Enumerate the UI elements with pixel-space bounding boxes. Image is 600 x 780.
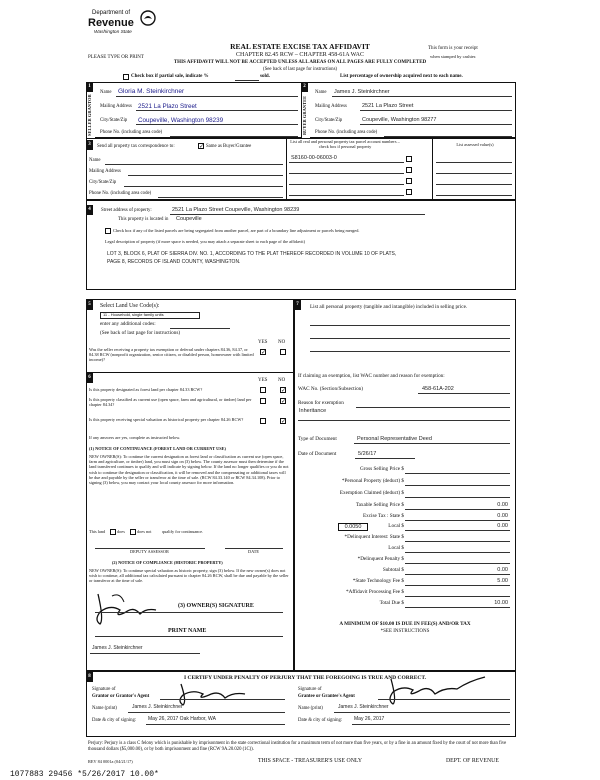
exemption-deduct-label: Exemption Claimed (deduct) $ — [339, 490, 404, 496]
street-address-label: Street address of property: — [101, 208, 152, 213]
owner-printed-name: James J. Steinkirchner — [92, 645, 143, 651]
this-land-label: This land — [89, 529, 106, 534]
send-correspondence-label: Send all property tax correspondence to: — [97, 144, 175, 149]
personal-property-checkbox-3[interactable] — [406, 178, 412, 184]
buyer-name: James J. Steinkirchner — [334, 89, 390, 95]
subtotal-value: 0.00 — [497, 567, 508, 573]
owner-signature — [90, 590, 170, 626]
washington-seal-icon — [140, 10, 156, 26]
s3-mailing-label: Mailing Address — [89, 169, 121, 174]
excise-state-value: 0.00 — [497, 513, 508, 519]
wac-number: 458-61A-202 — [422, 386, 454, 392]
section-2-number: 2 — [301, 82, 308, 92]
form-subtitle: CHAPTER 82.45 RCW – CHAPTER 458-61A WAC — [236, 52, 364, 58]
tech-fee-label: *State Technology Fee $ — [352, 578, 404, 584]
doc-type-label: Type of Document — [298, 436, 337, 442]
parcel-number-1: S8160-00-06003-0 — [291, 155, 337, 161]
grantor-agent-label: Grantor or Grantor's Agent — [92, 694, 150, 699]
percentage-note: List percentage of ownership acquired next to each name. — [340, 74, 463, 79]
grantor-signature — [175, 680, 255, 706]
grantee-agent-label: Grantee or Grantee's Agent — [298, 694, 355, 699]
exemption-claim-label: If claiming an exemption, list WAC number and reason for exemption: — [298, 373, 445, 379]
print-name-label: PRINT NAME — [168, 628, 207, 634]
current-use-question: Is this property classified as current use (open space, farm and agricultural, or timber) land per chapter 84.34? — [89, 397, 252, 407]
logo-dept-name: Revenue — [88, 17, 134, 29]
s3-phone-label: Phone No. (including area code) — [89, 191, 152, 196]
forest-yes-checkbox[interactable] — [260, 387, 266, 393]
buyer-mailing: 2521 La Plazo Street — [362, 103, 414, 109]
grantee-date-label: Date & city of signing: — [298, 718, 343, 723]
doc-type: Personal Representative Deed — [357, 436, 432, 442]
form-see-back: (See back of last page for instructions) — [262, 67, 338, 72]
grantor-date-label: Date & city of signing: — [92, 718, 137, 723]
partial-sale-label: Check box if partial sale, indicate % — [131, 74, 209, 79]
seller-mailing-label: Mailing Address — [100, 104, 132, 109]
print-note: PLEASE TYPE OR PRINT — [88, 55, 144, 60]
legal-description-line-2: PAGE 8, RECORDS OF ISLAND COUNTY, WASHINGTON. — [107, 259, 241, 265]
land-use-see-back: (See back of last page for instructions) — [100, 330, 181, 336]
located-in: Coupeville — [176, 216, 202, 222]
gross-price-label: Gross Selling Price $ — [360, 466, 404, 472]
personal-deduct-label: *Personal Property (deduct) $ — [341, 478, 404, 484]
total-due-value: 10.00 — [494, 600, 508, 606]
delinquent-interest-label: *Delinquent Interest: State $ — [344, 534, 404, 540]
tech-fee-value: 5.00 — [497, 578, 508, 584]
grantor-name-label: Name (print) — [92, 706, 117, 711]
partial-sale-sold: sold. — [260, 74, 270, 79]
exemption-no-checkbox[interactable] — [280, 349, 286, 355]
land-use-value: 11 - Household, single family units — [100, 312, 200, 319]
same-as-buyer-label: Same as Buyer/Grantee — [206, 144, 252, 149]
seller-name-label: Name — [100, 90, 112, 95]
notice-2-title: (2) NOTICE OF COMPLIANCE (HISTORIC PROPERTY) — [112, 560, 223, 565]
grantor-date-city: May 26, 2017 Oak Harbor, WA — [148, 716, 216, 722]
section-7-number: 7 — [294, 300, 301, 310]
seller-phone-label: Phone No. (including area code) — [100, 130, 163, 135]
grantee-date-city: May 26, 2017 — [354, 716, 385, 722]
parcel-header: List all real and personal property tax parcel account numbers – check box if personal property — [290, 139, 400, 149]
does-checkbox[interactable] — [110, 529, 116, 535]
does-not-label: does not — [137, 529, 152, 534]
s3-name-label: Name — [89, 158, 101, 163]
delinquent-local-label: Local $ — [388, 545, 404, 551]
section-5-number: 5 — [86, 300, 93, 310]
s5-no-header: NO — [278, 340, 286, 345]
section-1-number: 1 — [86, 82, 93, 92]
grantee-printed-name: James J. Steinkirchner — [338, 704, 389, 710]
s6-instructions: If any answers are yes, complete as instructed below. — [89, 435, 181, 440]
treasurer-use: THIS SPACE - TREASURER'S USE ONLY — [258, 758, 363, 764]
buyer-city-label: City/State/Zip — [315, 118, 343, 123]
exemption-yes-checkbox[interactable]: ✓ — [261, 349, 267, 356]
does-not-checkbox[interactable] — [130, 529, 136, 535]
does-label: does — [117, 529, 125, 534]
taxable-price-label: Taxable Selling Price $ — [355, 502, 404, 508]
exemption-question: Was the seller receiving a property tax exemption or deferral under chapters 84.36, 84.37, or 84.38 RCW (nonprofit organization, senior citizen, or disabled person, homeowner with limited income)? — [89, 347, 254, 362]
see-instructions-note: *SEE INSTRUCTIONS — [380, 629, 430, 634]
forest-land-question: Is this property designated as forest land per chapter 84.33 RCW? — [89, 387, 203, 392]
s6-yes-header: YES — [258, 378, 268, 383]
qualify-label: qualify for continuance. — [162, 529, 204, 534]
notice-2-body: NEW OWNER(S): To continue special valuation as historic property, sign (3) below. If the new owner(s) does not wish to continue, all additional tax calculated pursuant to chapter 84.26 RCW, shall be due and payable by the seller or transferor at the time of sale. — [89, 568, 289, 584]
seller-city: Coupeville, Washington 98239 — [138, 117, 224, 124]
buyer-city: Coupeville, Washington 98277 — [362, 117, 437, 123]
boundary-label: Check box if any of the listed parcels are being segregated from another parcel, are part of a boundary line adjustment or parcels being merged. — [113, 228, 360, 233]
section-8-number: 8 — [86, 672, 93, 682]
exemption-reason: Inheritance — [299, 408, 327, 414]
partial-sale-checkbox[interactable] — [123, 74, 129, 80]
located-in-label: This property is located in — [118, 217, 169, 222]
grantee-name-label: Name (print) — [298, 706, 323, 711]
form-notice: THIS AFFIDAVIT WILL NOT BE ACCEPTED UNLESS ALL AREAS ON ALL PAGES ARE FULLY COMPLETED — [173, 60, 427, 65]
wac-label: WAC No. (Section/Subsection) — [298, 386, 363, 392]
section-3-number: 3 — [86, 140, 93, 150]
notice-1-title: (1) NOTICE OF CONTINUANCE (FOREST LAND OR CURRENT USE) — [89, 446, 226, 451]
section-4-number: 4 — [86, 205, 93, 215]
personal-property-label: List all personal property (tangible and intangible) included in selling price. — [310, 304, 468, 310]
personal-property-checkbox-4[interactable] — [406, 189, 412, 195]
boundary-checkbox[interactable] — [105, 228, 111, 234]
land-use-label: Select Land Use Code(s): — [100, 303, 160, 309]
legal-description-line-1: LOT 3, BLOCK 6, PLAT OF SIERRA DIV. NO. 1, ACCORDING TO THE PLAT THEREOF RECORDED IN VOLUME 10 OF PLATS, — [107, 251, 397, 257]
historic-no-checkbox[interactable]: ✓ — [281, 418, 287, 425]
local-value: 0.00 — [497, 523, 508, 529]
owner-signature-label: (3) OWNER(S) SIGNATURE — [178, 603, 254, 609]
s6-no-header: NO — [278, 378, 286, 383]
receipt-note-1: This form is your receipt — [428, 46, 478, 51]
minimum-due-note: A MINIMUM OF $10.00 IS DUE IN FEE(S) AND/OR TAX — [339, 621, 471, 627]
total-due-label: Total Due $ — [379, 600, 404, 606]
revenue-logo — [88, 8, 168, 40]
same-as-buyer-checkbox[interactable]: ✓ — [199, 143, 205, 150]
form-title: REAL ESTATE EXCISE TAX AFFIDAVIT — [230, 42, 370, 51]
certify-statement: I CERTIFY UNDER PENALTY OF PERJURY THAT THE FOREGOING IS TRUE AND CORRECT. — [183, 675, 426, 681]
seller-city-label: City/State/Zip — [100, 118, 128, 123]
seller-side-label: SELLER GRANTOR — [86, 92, 95, 138]
current-use-yes-checkbox[interactable] — [260, 398, 266, 404]
local-rate: 0.0050 — [338, 523, 368, 531]
excise-state-label: Excise Tax : State $ — [362, 513, 404, 519]
buyer-side-label: BUYER GRANTEE — [301, 92, 310, 138]
processing-fee-label: *Affidavit Processing Fee $ — [346, 589, 404, 595]
buyer-mailing-label: Mailing Address — [315, 104, 347, 109]
s5-yes-header: YES — [258, 340, 268, 345]
additional-codes-label: enter any additional codes: — [100, 321, 156, 327]
forest-no-checkbox[interactable]: ✓ — [281, 387, 287, 394]
subtotal-label: Subtotal $ — [382, 567, 404, 573]
perjury-notice: Perjury: Perjury is a class C felony which is punishable by imprisonment in the state correctional institution for a maximum term of not more than five years, or by a fine in an amount fixed by the court of not more than five thousand dollars ($5,000.00), or by both imprisonment and fine (RCW 9A.20.020 (1C)). — [88, 741, 507, 752]
s3-city-label: City/State/Zip — [89, 180, 117, 185]
seller-mailing: 2521 La Plazo Street — [138, 103, 197, 110]
deputy-date-label: DATE — [248, 549, 259, 554]
assessed-header: List assessed value(s) — [456, 142, 494, 147]
historic-yes-checkbox[interactable] — [260, 418, 266, 424]
doc-date-label: Date of Document — [298, 451, 337, 457]
buyer-name-label: Name — [315, 90, 327, 95]
personal-property-checkbox-1[interactable] — [406, 156, 412, 162]
exemption-reason-label: Reason for exemption — [298, 400, 344, 406]
grantee-signature — [385, 673, 495, 705]
delinquent-penalty-label: *Delinquent Penalty $ — [357, 556, 404, 562]
current-use-no-checkbox[interactable]: ✓ — [281, 398, 287, 405]
legal-description-label: Legal description of property (if more space is needed, you may attach a separate sheet to each page of the affidavit) — [105, 239, 305, 244]
buyer-phone-label: Phone No. (including area code) — [315, 130, 378, 135]
deputy-assessor-label: DEPUTY ASSESSOR — [130, 549, 169, 554]
local-label: Local $ — [388, 523, 404, 529]
form-revision: REV 84 0001a (04/21/17) — [88, 759, 133, 764]
grantee-sig-label: Signature of — [298, 687, 322, 692]
taxable-price-value: 0.00 — [497, 502, 508, 508]
notice-1-body: NEW OWNER(S): To continue the current designation as forest land or classification as current use (open space, farm and agriculture, or timber) land, you must sign on (3) below. The county assessor must then determine if the land transferred continues to qualify and will indicate by signing below. If the land no longer qualifies or you do not wish to continue the designation or classification, it will be removed and the compensating or additional taxes will be due and payable by the seller or transferor at the time of sale. (RCW 84.33.140 or RCW 84.34.108). Prior to signing (3) below, you may contact your local county assessor for more information. — [89, 454, 289, 486]
grantor-sig-label: Signature of — [92, 687, 116, 692]
cashier-stamp: 1077883 29456 *5/26/2017 10.00* — [10, 770, 159, 779]
receipt-note-2: when stamped by cashier. — [430, 54, 477, 59]
personal-property-checkbox-2[interactable] — [406, 167, 412, 173]
dept-footer: DEPT. OF REVENUE — [446, 758, 499, 764]
grantor-printed-name: James J. Steinkirchner — [132, 704, 183, 710]
logo-dept-state: Washington State — [94, 30, 132, 35]
section-6-number: 6 — [86, 373, 93, 383]
logo-dept-top: Department of — [92, 10, 131, 16]
seller-name: Gloria M. Steinkirchner — [118, 88, 185, 95]
doc-date: 5/26/17 — [358, 451, 377, 457]
historic-question: Is this property receiving special valuation as historical property per chapter 84.26 RCW? — [89, 417, 244, 422]
street-address: 2521 La Plazo Street Coupeville, Washington 98239 — [172, 207, 300, 213]
